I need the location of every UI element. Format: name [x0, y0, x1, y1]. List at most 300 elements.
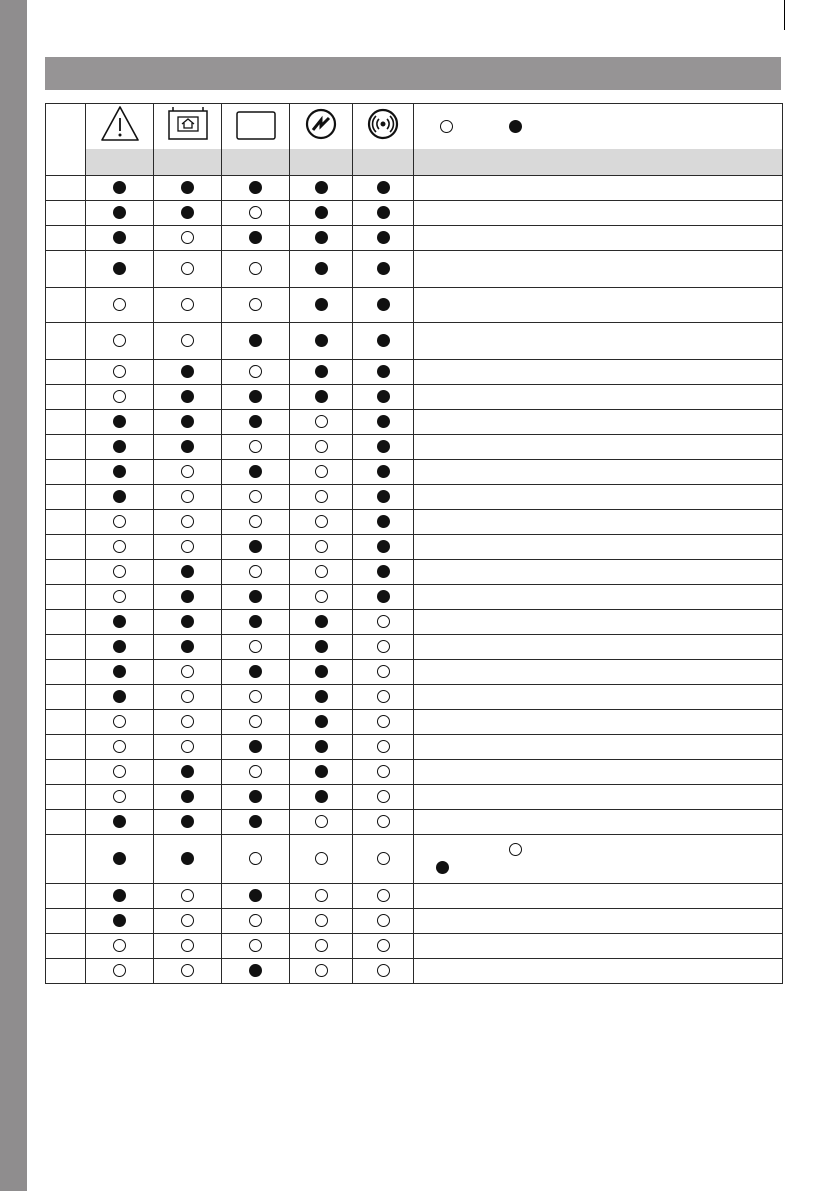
home-state-cell — [154, 934, 222, 959]
description-cell — [414, 810, 783, 835]
home-state-cell — [154, 323, 222, 360]
home-state-cell — [154, 610, 222, 635]
power-header — [290, 104, 353, 150]
led-on-dot — [315, 765, 328, 778]
icon-header-row — [46, 104, 783, 150]
blank-state-cell — [222, 460, 290, 485]
led-off-dot — [377, 665, 390, 678]
power-state-cell — [290, 735, 353, 760]
warning-state-cell — [86, 288, 154, 323]
led-on-dot — [181, 590, 194, 603]
led-on-dot — [315, 690, 328, 703]
led-off-dot — [249, 298, 262, 311]
power-state-cell — [290, 385, 353, 410]
description-cell — [414, 510, 783, 535]
blank-display-icon — [233, 104, 279, 144]
alarm-state-cell — [353, 785, 414, 810]
subheader-row — [46, 149, 783, 176]
led-off-dot — [113, 390, 126, 403]
led-on-dot — [181, 181, 194, 194]
led-off-dot — [181, 540, 194, 553]
description-cell — [414, 585, 783, 610]
alarm-state-cell — [353, 226, 414, 251]
description-cell — [414, 835, 783, 884]
led-off-dot — [249, 690, 262, 703]
warning-state-cell — [86, 660, 154, 685]
power-state-cell — [290, 460, 353, 485]
description-cell — [414, 288, 783, 323]
row-number-header — [46, 104, 86, 176]
led-off-dot — [249, 640, 262, 653]
led-off-dot — [315, 565, 328, 578]
row-number-cell — [46, 884, 86, 909]
description-cell — [414, 710, 783, 735]
row-number-cell — [46, 810, 86, 835]
description-cell — [414, 934, 783, 959]
power-state-cell — [290, 323, 353, 360]
led-on-dot — [377, 415, 390, 428]
row-number-cell — [46, 585, 86, 610]
blank-state-cell — [222, 710, 290, 735]
power-state-cell — [290, 360, 353, 385]
blank-state-cell — [222, 959, 290, 984]
table-row — [46, 959, 783, 984]
blank-state-cell — [222, 323, 290, 360]
led-on-dot — [113, 815, 126, 828]
power-state-cell — [290, 934, 353, 959]
power-state-cell — [290, 760, 353, 785]
power-bolt-icon — [303, 106, 339, 142]
led-on-dot — [315, 640, 328, 653]
home-state-cell — [154, 485, 222, 510]
led-on-dot — [377, 465, 390, 478]
power-state-cell — [290, 884, 353, 909]
led-off-dot — [377, 790, 390, 803]
description-cell — [414, 485, 783, 510]
led-off-dot — [113, 715, 126, 728]
led-on-dot — [377, 231, 390, 244]
blank-state-cell — [222, 785, 290, 810]
blank-state-cell — [222, 535, 290, 560]
blank-state-cell — [222, 810, 290, 835]
led-off-dot — [113, 939, 126, 952]
led-on-dot — [181, 852, 194, 865]
row-number-cell — [46, 760, 86, 785]
description-cell — [414, 176, 783, 201]
table-row — [46, 585, 783, 610]
led-off-dot — [315, 515, 328, 528]
row-number-cell — [46, 288, 86, 323]
table-row — [46, 735, 783, 760]
led-off-dot — [315, 415, 328, 428]
subheader-description — [414, 149, 783, 176]
led-off-dot — [377, 740, 390, 753]
warning-state-cell — [86, 909, 154, 934]
home-state-cell — [154, 385, 222, 410]
led-on-dot — [315, 365, 328, 378]
power-state-cell — [290, 410, 353, 435]
home-state-cell — [154, 685, 222, 710]
alarm-state-cell — [353, 460, 414, 485]
warning-state-cell — [86, 610, 154, 635]
table-row — [46, 685, 783, 710]
description-cell — [414, 959, 783, 984]
table-row — [46, 710, 783, 735]
led-on-dot — [249, 964, 262, 977]
warning-state-cell — [86, 360, 154, 385]
power-state-cell — [290, 435, 353, 460]
led-off-dot — [181, 298, 194, 311]
led-off-dot — [181, 231, 194, 244]
led-off-dot — [181, 964, 194, 977]
led-on-dot — [249, 540, 262, 553]
table-row — [46, 835, 783, 884]
warning-state-cell — [86, 785, 154, 810]
blank-state-cell — [222, 760, 290, 785]
led-on-dot — [249, 231, 262, 244]
row-number-cell — [46, 735, 86, 760]
home-state-cell — [154, 760, 222, 785]
home-state-cell — [154, 959, 222, 984]
led-on-dot — [181, 790, 194, 803]
warning-state-cell — [86, 760, 154, 785]
side-tab-bar — [0, 0, 27, 1191]
warning-state-cell — [86, 410, 154, 435]
home-state-cell — [154, 288, 222, 323]
home-state-cell — [154, 410, 222, 435]
blank-state-cell — [222, 485, 290, 510]
warning-state-cell — [86, 226, 154, 251]
warning-state-cell — [86, 560, 154, 585]
led-on-dot — [377, 440, 390, 453]
description-cell — [414, 610, 783, 635]
led-on-dot — [181, 365, 194, 378]
led-on-dot — [377, 490, 390, 503]
note-on-dot — [436, 861, 449, 874]
home-state-cell — [154, 201, 222, 226]
warning-state-cell — [86, 535, 154, 560]
row-number-cell — [46, 710, 86, 735]
led-on-dot — [377, 181, 390, 194]
led-off-dot — [249, 262, 262, 275]
home-state-cell — [154, 535, 222, 560]
subheader-home — [154, 149, 222, 176]
table-row — [46, 176, 783, 201]
table-row — [46, 535, 783, 560]
subheader-power — [290, 149, 353, 176]
led-on-dot — [181, 815, 194, 828]
power-state-cell — [290, 510, 353, 535]
led-on-dot — [315, 390, 328, 403]
led-off-dot — [377, 690, 390, 703]
table-row — [46, 810, 783, 835]
led-on-dot — [249, 415, 262, 428]
led-status-table — [45, 103, 783, 984]
led-off-dot — [249, 914, 262, 927]
alarm-header — [353, 104, 414, 150]
power-state-cell — [290, 835, 353, 884]
led-off-dot — [315, 440, 328, 453]
led-on-dot — [315, 715, 328, 728]
led-off-dot — [315, 914, 328, 927]
row-number-cell — [46, 410, 86, 435]
led-on-dot — [181, 206, 194, 219]
led-on-dot — [249, 465, 262, 478]
led-on-dot — [113, 181, 126, 194]
table-row — [46, 635, 783, 660]
power-state-cell — [290, 288, 353, 323]
table-row — [46, 610, 783, 635]
led-off-dot — [113, 334, 126, 347]
led-off-dot — [249, 206, 262, 219]
blank-state-cell — [222, 360, 290, 385]
alarm-state-cell — [353, 710, 414, 735]
table-row — [46, 288, 783, 323]
led-on-dot — [249, 181, 262, 194]
home-state-cell — [154, 635, 222, 660]
home-state-cell — [154, 785, 222, 810]
alarm-state-cell — [353, 510, 414, 535]
description-cell — [414, 201, 783, 226]
led-on-dot — [113, 889, 126, 902]
led-off-dot — [249, 490, 262, 503]
warning-state-cell — [86, 201, 154, 226]
description-cell — [414, 685, 783, 710]
power-state-cell — [290, 485, 353, 510]
warning-icon — [99, 104, 141, 144]
blank-state-cell — [222, 385, 290, 410]
power-state-cell — [290, 909, 353, 934]
led-off-dot — [377, 815, 390, 828]
description-cell — [414, 660, 783, 685]
description-cell — [414, 226, 783, 251]
led-off-dot — [181, 690, 194, 703]
led-on-dot — [249, 334, 262, 347]
blank-state-cell — [222, 201, 290, 226]
alarm-state-cell — [353, 660, 414, 685]
warning-state-cell — [86, 323, 154, 360]
home-state-cell — [154, 710, 222, 735]
home-state-cell — [154, 251, 222, 288]
alarm-state-cell — [353, 909, 414, 934]
led-off-dot — [181, 334, 194, 347]
led-on-dot — [377, 540, 390, 553]
subheader-warning — [86, 149, 154, 176]
led-off-dot — [315, 939, 328, 952]
led-on-dot — [113, 415, 126, 428]
description-cell — [414, 460, 783, 485]
led-off-dot — [249, 939, 262, 952]
blank-state-cell — [222, 884, 290, 909]
led-on-dot — [315, 334, 328, 347]
table-row — [46, 323, 783, 360]
led-off-dot — [249, 852, 262, 865]
power-state-cell — [290, 176, 353, 201]
table-row — [46, 226, 783, 251]
led-on-dot — [315, 790, 328, 803]
table-row — [46, 785, 783, 810]
home-state-cell — [154, 810, 222, 835]
warning-state-cell — [86, 835, 154, 884]
led-off-dot — [315, 964, 328, 977]
description-cell — [414, 884, 783, 909]
led-off-dot — [113, 765, 126, 778]
warning-state-cell — [86, 460, 154, 485]
alarm-state-cell — [353, 585, 414, 610]
row-number-cell — [46, 835, 86, 884]
alarm-state-cell — [353, 760, 414, 785]
led-off-dot — [113, 565, 126, 578]
home-state-cell — [154, 585, 222, 610]
led-off-dot — [113, 515, 126, 528]
led-on-dot — [249, 615, 262, 628]
table-row — [46, 410, 783, 435]
led-on-dot — [181, 390, 194, 403]
row-number-cell — [46, 485, 86, 510]
led-off-dot — [377, 852, 390, 865]
warning-state-cell — [86, 934, 154, 959]
led-off-dot — [113, 964, 126, 977]
power-state-cell — [290, 685, 353, 710]
row-number-cell — [46, 909, 86, 934]
led-off-dot — [377, 964, 390, 977]
led-off-dot — [315, 540, 328, 553]
home-state-cell — [154, 660, 222, 685]
alarm-state-cell — [353, 485, 414, 510]
row-number-cell — [46, 385, 86, 410]
blank-state-cell — [222, 610, 290, 635]
home-state-cell — [154, 735, 222, 760]
table-row — [46, 201, 783, 226]
led-on-dot — [113, 914, 126, 927]
led-off-dot — [315, 590, 328, 603]
row-number-cell — [46, 934, 86, 959]
led-on-dot — [113, 852, 126, 865]
alarm-state-cell — [353, 385, 414, 410]
power-state-cell — [290, 710, 353, 735]
row-number-cell — [46, 176, 86, 201]
power-state-cell — [290, 251, 353, 288]
blank-state-cell — [222, 510, 290, 535]
led-off-dot — [377, 765, 390, 778]
table-row — [46, 934, 783, 959]
description-cell — [414, 360, 783, 385]
led-off-dot — [377, 914, 390, 927]
legend-cell — [414, 104, 783, 150]
table-row — [46, 560, 783, 585]
warning-state-cell — [86, 510, 154, 535]
note-off-dot — [509, 843, 522, 856]
warning-state-cell — [86, 435, 154, 460]
blank-state-cell — [222, 435, 290, 460]
led-on-dot — [181, 415, 194, 428]
description-cell — [414, 735, 783, 760]
warning-state-cell — [86, 959, 154, 984]
alarm-state-cell — [353, 959, 414, 984]
power-state-cell — [290, 585, 353, 610]
led-off-dot — [113, 590, 126, 603]
led-on-dot — [377, 590, 390, 603]
power-state-cell — [290, 785, 353, 810]
led-off-dot — [113, 540, 126, 553]
home-state-cell — [154, 360, 222, 385]
led-on-dot — [181, 640, 194, 653]
alarm-state-cell — [353, 635, 414, 660]
power-state-cell — [290, 201, 353, 226]
led-on-dot — [181, 565, 194, 578]
alarm-state-cell — [353, 323, 414, 360]
alarm-state-cell — [353, 884, 414, 909]
power-state-cell — [290, 226, 353, 251]
blank-state-cell — [222, 685, 290, 710]
power-state-cell — [290, 610, 353, 635]
alarm-state-cell — [353, 835, 414, 884]
blank-state-cell — [222, 934, 290, 959]
home-state-cell — [154, 909, 222, 934]
table-row — [46, 435, 783, 460]
led-on-dot — [315, 665, 328, 678]
blank-state-cell — [222, 226, 290, 251]
led-off-dot — [315, 889, 328, 902]
row-number-cell — [46, 360, 86, 385]
alarm-state-cell — [353, 610, 414, 635]
led-on-dot — [315, 181, 328, 194]
blank-state-cell — [222, 660, 290, 685]
led-on-dot — [181, 440, 194, 453]
row-number-cell — [46, 201, 86, 226]
warning-state-cell — [86, 385, 154, 410]
warning-state-cell — [86, 251, 154, 288]
alarm-state-cell — [353, 410, 414, 435]
led-off-dot — [377, 939, 390, 952]
led-on-dot — [315, 298, 328, 311]
row-number-cell — [46, 535, 86, 560]
alarm-state-cell — [353, 735, 414, 760]
led-off-dot — [315, 465, 328, 478]
warning-state-cell — [86, 585, 154, 610]
description-cell — [414, 635, 783, 660]
led-off-dot — [181, 939, 194, 952]
warning-state-cell — [86, 176, 154, 201]
row-number-cell — [46, 685, 86, 710]
legend-off-dot — [440, 120, 453, 133]
led-off-dot — [315, 815, 328, 828]
table-row — [46, 460, 783, 485]
crop-mark — [784, 0, 785, 30]
led-off-dot — [249, 515, 262, 528]
table-row — [46, 660, 783, 685]
led-on-dot — [377, 298, 390, 311]
led-on-dot — [377, 515, 390, 528]
led-off-dot — [181, 740, 194, 753]
led-off-dot — [249, 440, 262, 453]
led-off-dot — [181, 914, 194, 927]
led-on-dot — [377, 262, 390, 275]
led-off-dot — [377, 640, 390, 653]
warning-state-cell — [86, 685, 154, 710]
row-number-cell — [46, 635, 86, 660]
alarm-state-cell — [353, 288, 414, 323]
blank-state-cell — [222, 835, 290, 884]
led-off-dot — [181, 715, 194, 728]
home-state-cell — [154, 460, 222, 485]
led-off-dot — [181, 262, 194, 275]
led-on-dot — [113, 440, 126, 453]
led-on-dot — [249, 740, 262, 753]
description-cell — [414, 435, 783, 460]
led-off-dot — [113, 740, 126, 753]
home-state-cell — [154, 835, 222, 884]
